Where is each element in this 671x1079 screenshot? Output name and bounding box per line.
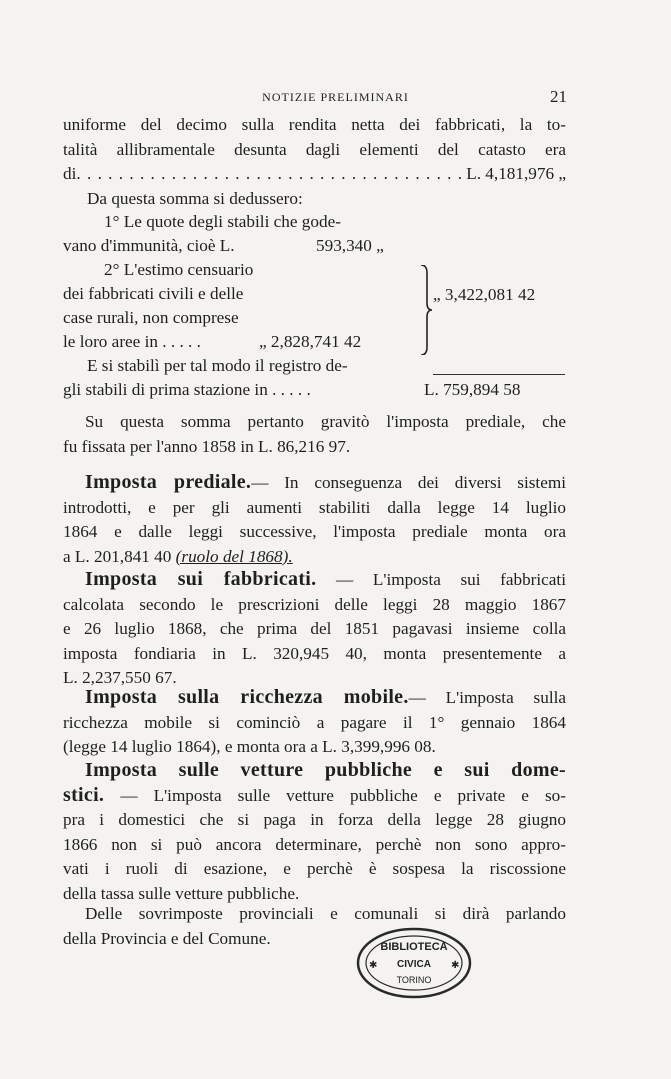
- text-line: fu fissata per l'anno 1858 in L. 86,216 97.: [63, 436, 351, 456]
- text-line: — In conseguenza dei diversi sistemi: [251, 473, 566, 492]
- section-heading: Imposta prediale.: [85, 471, 252, 493]
- text-line: e 26 luglio 1868, che prima del 1851 pagavasi insieme colla: [63, 619, 566, 638]
- paragraph-intro: [63, 113, 566, 187]
- curly-brace: [418, 265, 432, 355]
- paragraph-prediale-1858: [63, 410, 566, 459]
- text-line: — L'imposta sulle vetture pubbliche e private e so-: [120, 785, 567, 805]
- item-2-amount: „ 2,828,741 42: [259, 332, 362, 351]
- result-line-1: E si stabilì per tal modo il registro de-: [87, 356, 348, 375]
- text-line: ricchezza mobile si cominciò a pagare il 1° gennaio 1864: [63, 712, 566, 732]
- text-line: — L'imposta sui fabbricati: [336, 570, 566, 589]
- svg-text:CIVICA: CIVICA: [397, 959, 431, 970]
- item-1-line-2: vano d'immunità, cioè L.: [63, 236, 235, 255]
- section-ricchezza-mobile: [63, 685, 566, 760]
- section-imposta-prediale: [63, 470, 566, 569]
- deduction-total: „ 3,422,081 42: [433, 285, 536, 304]
- leader-dots: [76, 162, 466, 187]
- section-heading: Imposta sulla ricchezza mobile.: [85, 686, 409, 708]
- text-line: 1866 non si può ancora determinare, perchè non sono appro-: [63, 834, 566, 854]
- paragraph-sovrimposte: [63, 902, 566, 951]
- text-line: talità allibramentale desunta dagli elementi del catasto era: [63, 139, 566, 159]
- text-line: vati i ruoli di esazione, e perchè è sospesa la riscossione: [63, 859, 566, 878]
- section-imposta-fabbricati: [63, 567, 566, 691]
- text-line: L. 2,237,550 67.: [63, 668, 177, 687]
- item-1-amount: 593,340 „: [316, 236, 384, 255]
- library-stamp: [355, 926, 473, 1001]
- text-line: imposta fondiaria in L. 320,945 40, monta presentemente a: [63, 643, 566, 663]
- item-2-line-2: dei fabbricati civili e delle: [63, 284, 244, 303]
- text-line: — L'imposta sulla: [408, 688, 566, 707]
- item-2-line-4: le loro aree in . . . . .: [63, 332, 201, 351]
- result-line-2: gli stabili di prima stazione in . . . . .: [63, 380, 311, 399]
- section-heading: Imposta sulle vetture pubbliche e sui dome-: [85, 759, 566, 781]
- deduct-intro: Da questa somma si dedussero:: [87, 189, 303, 208]
- text-line: pra i domestici che si paga in forza della legge 28 giugno: [63, 810, 566, 829]
- result-amount: L. 759,894 58: [424, 380, 521, 399]
- svg-text:✱: ✱: [451, 960, 460, 971]
- section-heading-cont: stici.: [63, 783, 105, 806]
- text-line: calcolata secondo le prescrizioni delle leggi 28 maggio 1867: [63, 594, 566, 614]
- dotted-line: [63, 162, 566, 187]
- item-2-line-1: 2° L'estimo censuario: [104, 260, 254, 279]
- text-line: introdotti, e per gli aumenti stabiliti dalla legge 14 luglio: [63, 497, 566, 517]
- citation: (ruolo del 1868).: [175, 546, 293, 566]
- svg-text:✱: ✱: [369, 960, 378, 971]
- text-line: 1864 e dalle leggi successive, l'imposta prediale monta ora: [63, 522, 566, 541]
- section-vetture-domestici: [63, 758, 566, 906]
- text-line: della Provincia e del Comune.: [63, 928, 271, 948]
- svg-text:TORINO: TORINO: [396, 975, 432, 985]
- text-line: di: [63, 164, 77, 183]
- text-line: uniforme del decimo sulla rendita netta dei fabbricati, la to-: [63, 115, 566, 134]
- text-line: della tassa sulle vetture pubbliche.: [63, 883, 300, 903]
- running-header: NOTIZIE PRELIMINARI: [262, 90, 409, 104]
- text-line: (legge 14 luglio 1864), e monta ora a L. 3,399,996 08.: [63, 737, 436, 756]
- svg-text:BIBLIOTECA: BIBLIOTECA: [380, 941, 448, 953]
- item-2-line-3: case rurali, non comprese: [63, 308, 239, 327]
- amount: L. 4,181,976 „: [466, 164, 566, 183]
- page-number: 21: [550, 87, 567, 106]
- sum-rule: [433, 374, 565, 375]
- text-line: a L. 201,841 40: [63, 546, 176, 566]
- text-line: Delle sovrimposte provinciali e comunali si dirà parlando: [85, 904, 566, 923]
- text-line: Su questa somma pertanto gravitò l'imposta prediale, che: [85, 412, 566, 431]
- section-heading: Imposta sui fabbricati.: [85, 568, 317, 590]
- item-1-line-1: 1° Le quote degli stabili che gode-: [104, 212, 341, 231]
